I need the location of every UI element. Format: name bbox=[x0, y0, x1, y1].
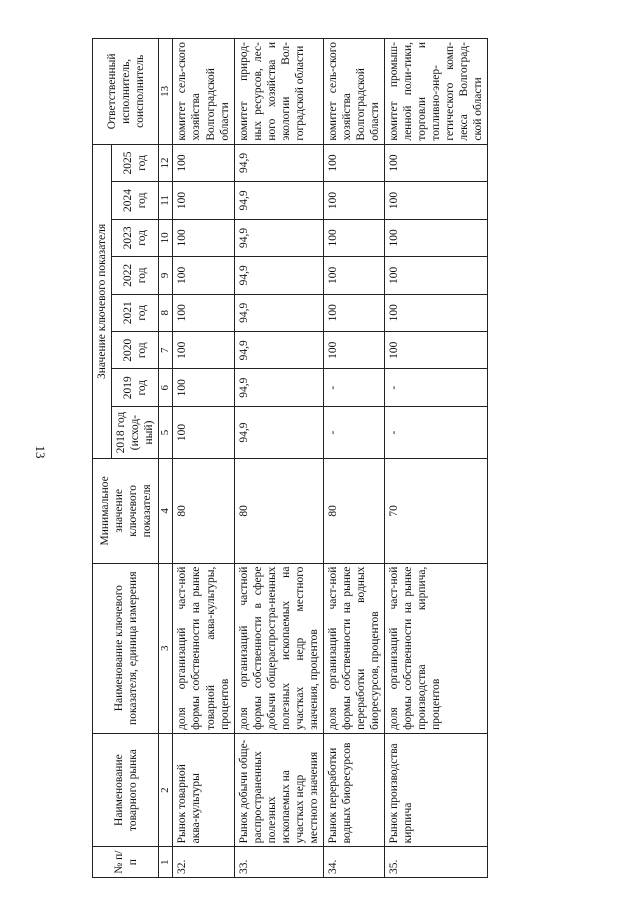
column-number: 7 bbox=[159, 332, 173, 369]
row-value-2023: 100 bbox=[384, 219, 487, 256]
row-value-2018: 100 bbox=[173, 406, 234, 458]
row-responsible: комитет сель-ского хозяйства Волгоградской области bbox=[173, 39, 234, 145]
row-min-value: 80 bbox=[234, 459, 323, 563]
row-value-2018: - bbox=[384, 406, 487, 458]
header-row-top bbox=[93, 39, 112, 878]
header-year-2024: 2024 год bbox=[112, 182, 159, 219]
row-value-2023: 100 bbox=[323, 219, 384, 256]
row-market: Рынок переработки водных биоресурсов bbox=[323, 733, 384, 847]
row-value-2024: 100 bbox=[173, 182, 234, 219]
header-year-2020: 2020 год bbox=[112, 332, 159, 369]
column-number: 6 bbox=[159, 369, 173, 406]
row-responsible: комитет природ-ных ресурсов, лес-ного хозяйства и экологии Вол-гоградской области bbox=[234, 39, 323, 145]
column-number: 12 bbox=[159, 144, 173, 182]
column-numbers-row bbox=[159, 39, 173, 878]
header-num: № п/п bbox=[93, 847, 159, 878]
header-indicator: Наименование ключевого показателя, единица измерения bbox=[93, 563, 159, 733]
column-number: 4 bbox=[159, 459, 173, 563]
row-indicator: доля организаций частной формы собственности в сфере добычи общераспростра-ненных полезных ископаемых на участках недр местного значения, процентов bbox=[234, 563, 323, 733]
rotated-table-container bbox=[92, 38, 627, 878]
row-min-value: 80 bbox=[323, 459, 384, 563]
row-value-2023: 100 bbox=[173, 219, 234, 256]
column-number: 1 bbox=[159, 847, 173, 878]
row-value-2019: - bbox=[384, 369, 487, 406]
row-num: 34. bbox=[323, 847, 384, 878]
row-market: Рынок товарной аква-культуры bbox=[173, 733, 234, 847]
header-values-group: Значение ключевого показателя bbox=[93, 144, 112, 458]
row-value-2021: 100 bbox=[323, 294, 384, 331]
indicators-table bbox=[92, 38, 488, 878]
row-indicator: доля организаций част-ной формы собственности на рынке производства кирпича, процентов bbox=[384, 563, 487, 733]
column-number: 8 bbox=[159, 294, 173, 331]
row-value-2025: 100 bbox=[323, 144, 384, 182]
header-year-2018: 2018 год (исход-ный) bbox=[112, 406, 159, 458]
header-min-value: Минимальное значение ключевого показателя bbox=[93, 459, 159, 563]
row-market: Рынок добычи обще-распространенных полезных ископаемых на участках недр местного значения bbox=[234, 733, 323, 847]
row-value-2022: 100 bbox=[384, 257, 487, 294]
row-value-2018: - bbox=[323, 406, 384, 458]
row-num: 35. bbox=[384, 847, 487, 878]
row-value-2022: 100 bbox=[173, 257, 234, 294]
column-number: 11 bbox=[159, 182, 173, 219]
row-value-2020: 100 bbox=[323, 332, 384, 369]
row-value-2024: 94,9 bbox=[234, 182, 323, 219]
header-year-2025: 2025 год bbox=[112, 144, 159, 182]
table-row bbox=[384, 39, 487, 878]
row-value-2021: 100 bbox=[173, 294, 234, 331]
row-responsible: комитет сель-ского хозяйства Волгоградской области bbox=[323, 39, 384, 145]
row-value-2022: 94,9 bbox=[234, 257, 323, 294]
row-value-2019: 94,9 bbox=[234, 369, 323, 406]
row-num: 32. bbox=[173, 847, 234, 878]
header-year-2023: 2023 год bbox=[112, 219, 159, 256]
header-market: Наименование товарного рынка bbox=[93, 733, 159, 847]
table-row bbox=[323, 39, 384, 878]
column-number: 5 bbox=[159, 406, 173, 458]
row-value-2021: 100 bbox=[384, 294, 487, 331]
row-value-2024: 100 bbox=[323, 182, 384, 219]
column-number: 10 bbox=[159, 219, 173, 256]
row-value-2019: - bbox=[323, 369, 384, 406]
row-value-2018: 94,9 bbox=[234, 406, 323, 458]
row-market: Рынок производства кирпича bbox=[384, 733, 487, 847]
row-value-2023: 94,9 bbox=[234, 219, 323, 256]
row-min-value: 80 bbox=[173, 459, 234, 563]
table-row bbox=[173, 39, 234, 878]
row-value-2025: 100 bbox=[173, 144, 234, 182]
row-indicator: доля организаций част-ной формы собственности на рынке товарной аква-культуры, процентов bbox=[173, 563, 234, 733]
header-year-2019: 2019 год bbox=[112, 369, 159, 406]
header-year-2022: 2022 год bbox=[112, 257, 159, 294]
page-number: 13 bbox=[33, 445, 48, 459]
row-value-2020: 100 bbox=[384, 332, 487, 369]
row-value-2020: 100 bbox=[173, 332, 234, 369]
header-responsible: Ответственный исполнитель, соисполнитель bbox=[93, 39, 159, 145]
header-year-2021: 2021 год bbox=[112, 294, 159, 331]
row-indicator: доля организаций част-ной формы собственности на рынке переработки водных биоресурсов, процентов bbox=[323, 563, 384, 733]
row-value-2024: 100 bbox=[384, 182, 487, 219]
row-value-2025: 94,9 bbox=[234, 144, 323, 182]
row-min-value: 70 bbox=[384, 459, 487, 563]
row-value-2022: 100 bbox=[323, 257, 384, 294]
column-number: 3 bbox=[159, 563, 173, 733]
column-number: 2 bbox=[159, 733, 173, 847]
row-num: 33. bbox=[234, 847, 323, 878]
table-row bbox=[234, 39, 323, 878]
column-number: 9 bbox=[159, 257, 173, 294]
row-value-2020: 94,9 bbox=[234, 332, 323, 369]
row-value-2019: 100 bbox=[173, 369, 234, 406]
row-value-2021: 94,9 bbox=[234, 294, 323, 331]
column-number: 13 bbox=[159, 39, 173, 145]
row-responsible: комитет промыш-ленной поли-тики, торговли и топливно-энер-гетического комп-лекса Волгоград-ской области bbox=[384, 39, 487, 145]
row-value-2025: 100 bbox=[384, 144, 487, 182]
